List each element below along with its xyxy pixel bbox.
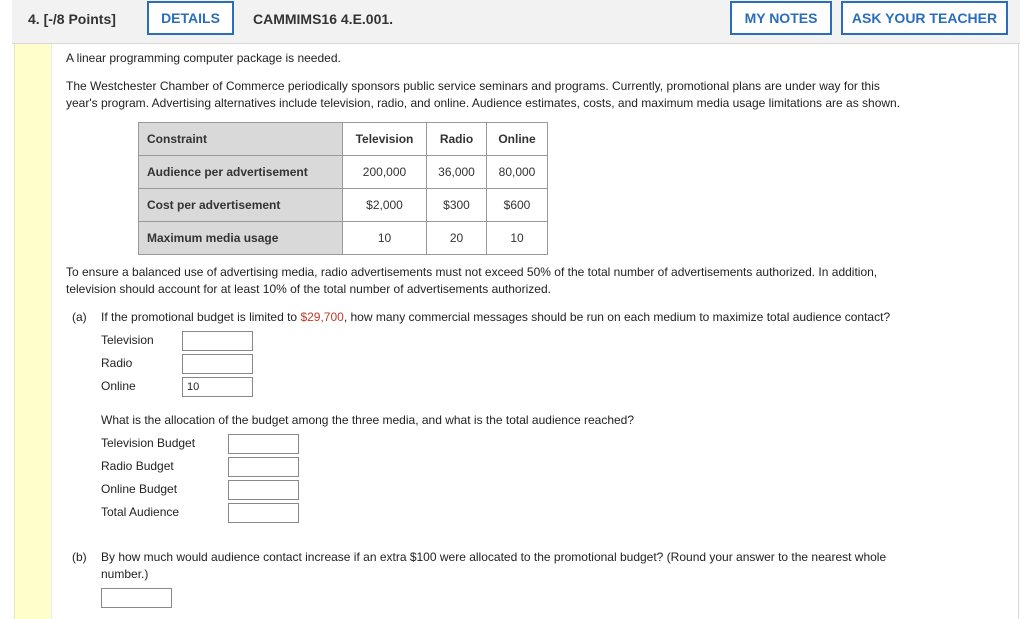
package-note: A linear programming computer package is needed. [66,51,341,65]
my-notes-button[interactable]: MY NOTES [730,1,832,35]
radio-input[interactable] [182,354,253,374]
table-cell: 10 [343,222,427,255]
table-header: Online [487,123,548,156]
allocation-question: What is the allocation of the budget among the three media, and what is the total audience reached? [101,413,635,427]
table-cell: $300 [427,189,487,222]
part-a-marker: (a) [72,310,87,324]
table-row [139,189,548,222]
television-budget-input[interactable] [228,434,299,454]
radio-budget-input[interactable] [228,457,299,477]
problem-text-line1: The Westchester Chamber of Commerce periodically sponsors public service seminars and programs. Currently, promotional plans are under way for this [66,79,880,93]
question-code: CAMMIMS16 4.E.001. [253,11,394,27]
constraint-text-line2: television should account for at least 10% of the total number of advertisements authorized. [66,282,551,296]
table-row [139,156,548,189]
details-button[interactable]: DETAILS [147,1,234,35]
table-cell: 200,000 [343,156,427,189]
part-b-marker: (b) [72,550,87,564]
table-cell: 20 [427,222,487,255]
radio-label: Radio [101,356,133,370]
table-cell: 10 [487,222,548,255]
television-budget-label: Television Budget [101,436,196,450]
row-label: Audience per advertisement [139,156,343,189]
part-a-question [101,309,890,326]
online-input[interactable] [182,377,253,397]
table-header: Television [343,123,427,156]
online-label: Online [101,379,136,393]
table-header-row [139,123,548,156]
online-budget-label: Online Budget [101,482,178,496]
table-cell: 80,000 [487,156,548,189]
television-label: Television [101,333,154,347]
ask-teacher-button[interactable]: ASK YOUR TEACHER [841,1,1008,35]
total-audience-label: Total Audience [101,505,180,519]
table-cell: $2,000 [343,189,427,222]
part-a-question-pre: If the promotional budget is limited to [101,310,301,324]
television-input[interactable] [182,331,253,351]
table-cell: 36,000 [427,156,487,189]
part-b-question-line2: number.) [101,567,149,581]
table-cell: $600 [487,189,548,222]
question-number: 4. [-/8 Points] [28,11,116,27]
audience-increase-input[interactable] [101,588,172,608]
online-budget-input[interactable] [228,480,299,500]
row-label: Maximum media usage [139,222,343,255]
table-header: Radio [427,123,487,156]
radio-budget-label: Radio Budget [101,459,174,473]
budget-value: $29,700 [300,310,344,324]
part-a-question-post: , how many commercial messages should be run on each medium to maximize total audience contact? [343,310,891,324]
table-row [139,222,548,255]
total-audience-input[interactable] [228,503,299,523]
table-header: Constraint [139,123,343,156]
part-b-question-line1: By how much would audience contact increase if an extra $100 were allocated to the promotional budget? (Round your answer to the nearest whole [101,550,887,564]
problem-text-line2: year's program. Advertising alternatives include television, radio, and online. Audience estimates, costs, and maximum media usage limitations are as shown. [66,96,901,110]
constraints-table [138,122,548,255]
question-header [12,0,1020,44]
side-strip [14,44,52,619]
content-border [1018,44,1019,619]
row-label: Cost per advertisement [139,189,343,222]
constraint-text-line1: To ensure a balanced use of advertising media, radio advertisements must not exceed 50% of the total number of advertisements authorized. In addition, [66,265,878,279]
